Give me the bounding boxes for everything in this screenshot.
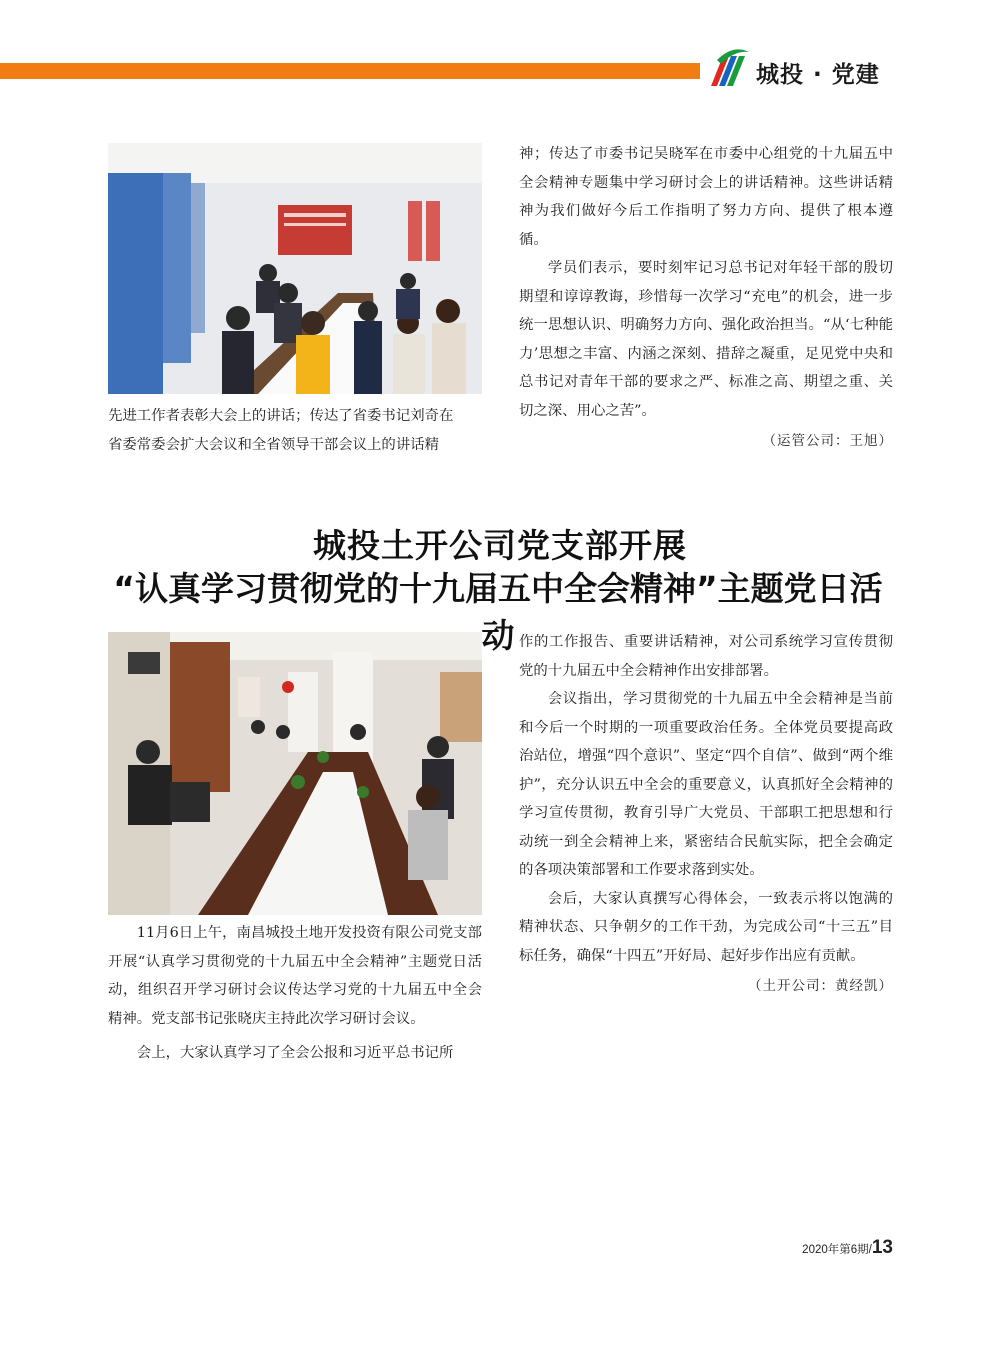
page-footer bbox=[802, 1237, 893, 1259]
article2-paragraph: 会上，大家认真学习了全会公报和习近平总书记所 bbox=[136, 1045, 454, 1061]
article1-byline: （运管公司：王旭） bbox=[762, 433, 893, 449]
article1-caption-line: 省委常委会扩大会议和全省领导干部会议上的讲话精 bbox=[108, 436, 439, 453]
article1-paragraph: 神；传达了市委书记吴晓军在市委中心组党的十九届五中全会精神专题集中学习研讨会上的讲话精神。这些讲话精神为我们做好今后工作指明了努力方向、提供了根本遵循。 bbox=[519, 146, 893, 248]
article2-right-column bbox=[519, 628, 893, 1001]
article2-byline: （土开公司：黄经凯） bbox=[748, 978, 893, 994]
meeting-room-photo bbox=[108, 143, 482, 394]
article1-caption-line: 先进工作者表彰大会上的讲话；传达了省委书记刘奇在 bbox=[108, 408, 454, 424]
company-logo-icon bbox=[707, 46, 751, 88]
article2-paragraph: 11月6日上午，南昌城投土地开发投资有限公司党支部开展“认真学习贯彻党的十九届五中全会精神”主题党日活动，组织召开学习研讨会议传达学习党的十九届五中全会精神。党支部书记张晓庆主持此次学习研讨会议。 bbox=[108, 925, 482, 1027]
article1-left-column bbox=[108, 402, 482, 459]
article1-right-column bbox=[519, 140, 893, 456]
article2-headline-line2: “认真学习贯彻党的十九届五中全会精神”主题党日活动 bbox=[113, 569, 883, 655]
article2-paragraph: 会后，大家认真撰写心得体会，一致表示将以饱满的精神状态、只争朝夕的工作干劲，为完成公司“十三五”目标任务，确保“十四五”开好局、起好步作出应有贡献。 bbox=[519, 890, 893, 964]
header-orange-bar bbox=[0, 63, 700, 79]
section-label: 城投 · 党建 bbox=[756, 62, 880, 88]
article2-paragraph: 会议指出，学习贯彻党的十九届五中全会精神是当前和今后一个时期的一项重要政治任务。全体党员要提高政治站位，增强“四个意识”、坚定“四个自信”、做到“两个维护”，充分认识五中全会的重要意义，认真抓好全会精神的学习宣传贯彻，教育引导广大党员、干部职工把思想和行动统一到全会精神上来，紧密结合民航实际，把全会确定的各项决策部署和工作要求落到实处。 bbox=[519, 691, 893, 878]
article2-headline-line1: 城投土开公司党支部开展 bbox=[313, 526, 687, 565]
conference-table-photo bbox=[108, 632, 482, 915]
article2-paragraph: 作的工作报告、重要讲话精神，对公司系统学习宣传贯彻党的十九届五中全会精神作出安排部署。 bbox=[519, 634, 893, 679]
page-number: 13 bbox=[871, 1237, 893, 1258]
issue-label: 2020年第6期/ bbox=[802, 1244, 872, 1256]
article1-paragraph: 学员们表示，要时刻牢记习总书记对年轻干部的殷切期望和谆谆教诲，珍惜每一次学习“充电”的机会，进一步统一思想认识、明确努力方向、强化政治担当。“从‘七种能力’思想之丰富、内涵之深刻、措辞之凝重，足见党中央和总书记对青年干部的要求之严、标准之高、期望之重、关切之深、用心之苦”。 bbox=[519, 260, 893, 419]
article2-left-column bbox=[108, 919, 482, 1068]
